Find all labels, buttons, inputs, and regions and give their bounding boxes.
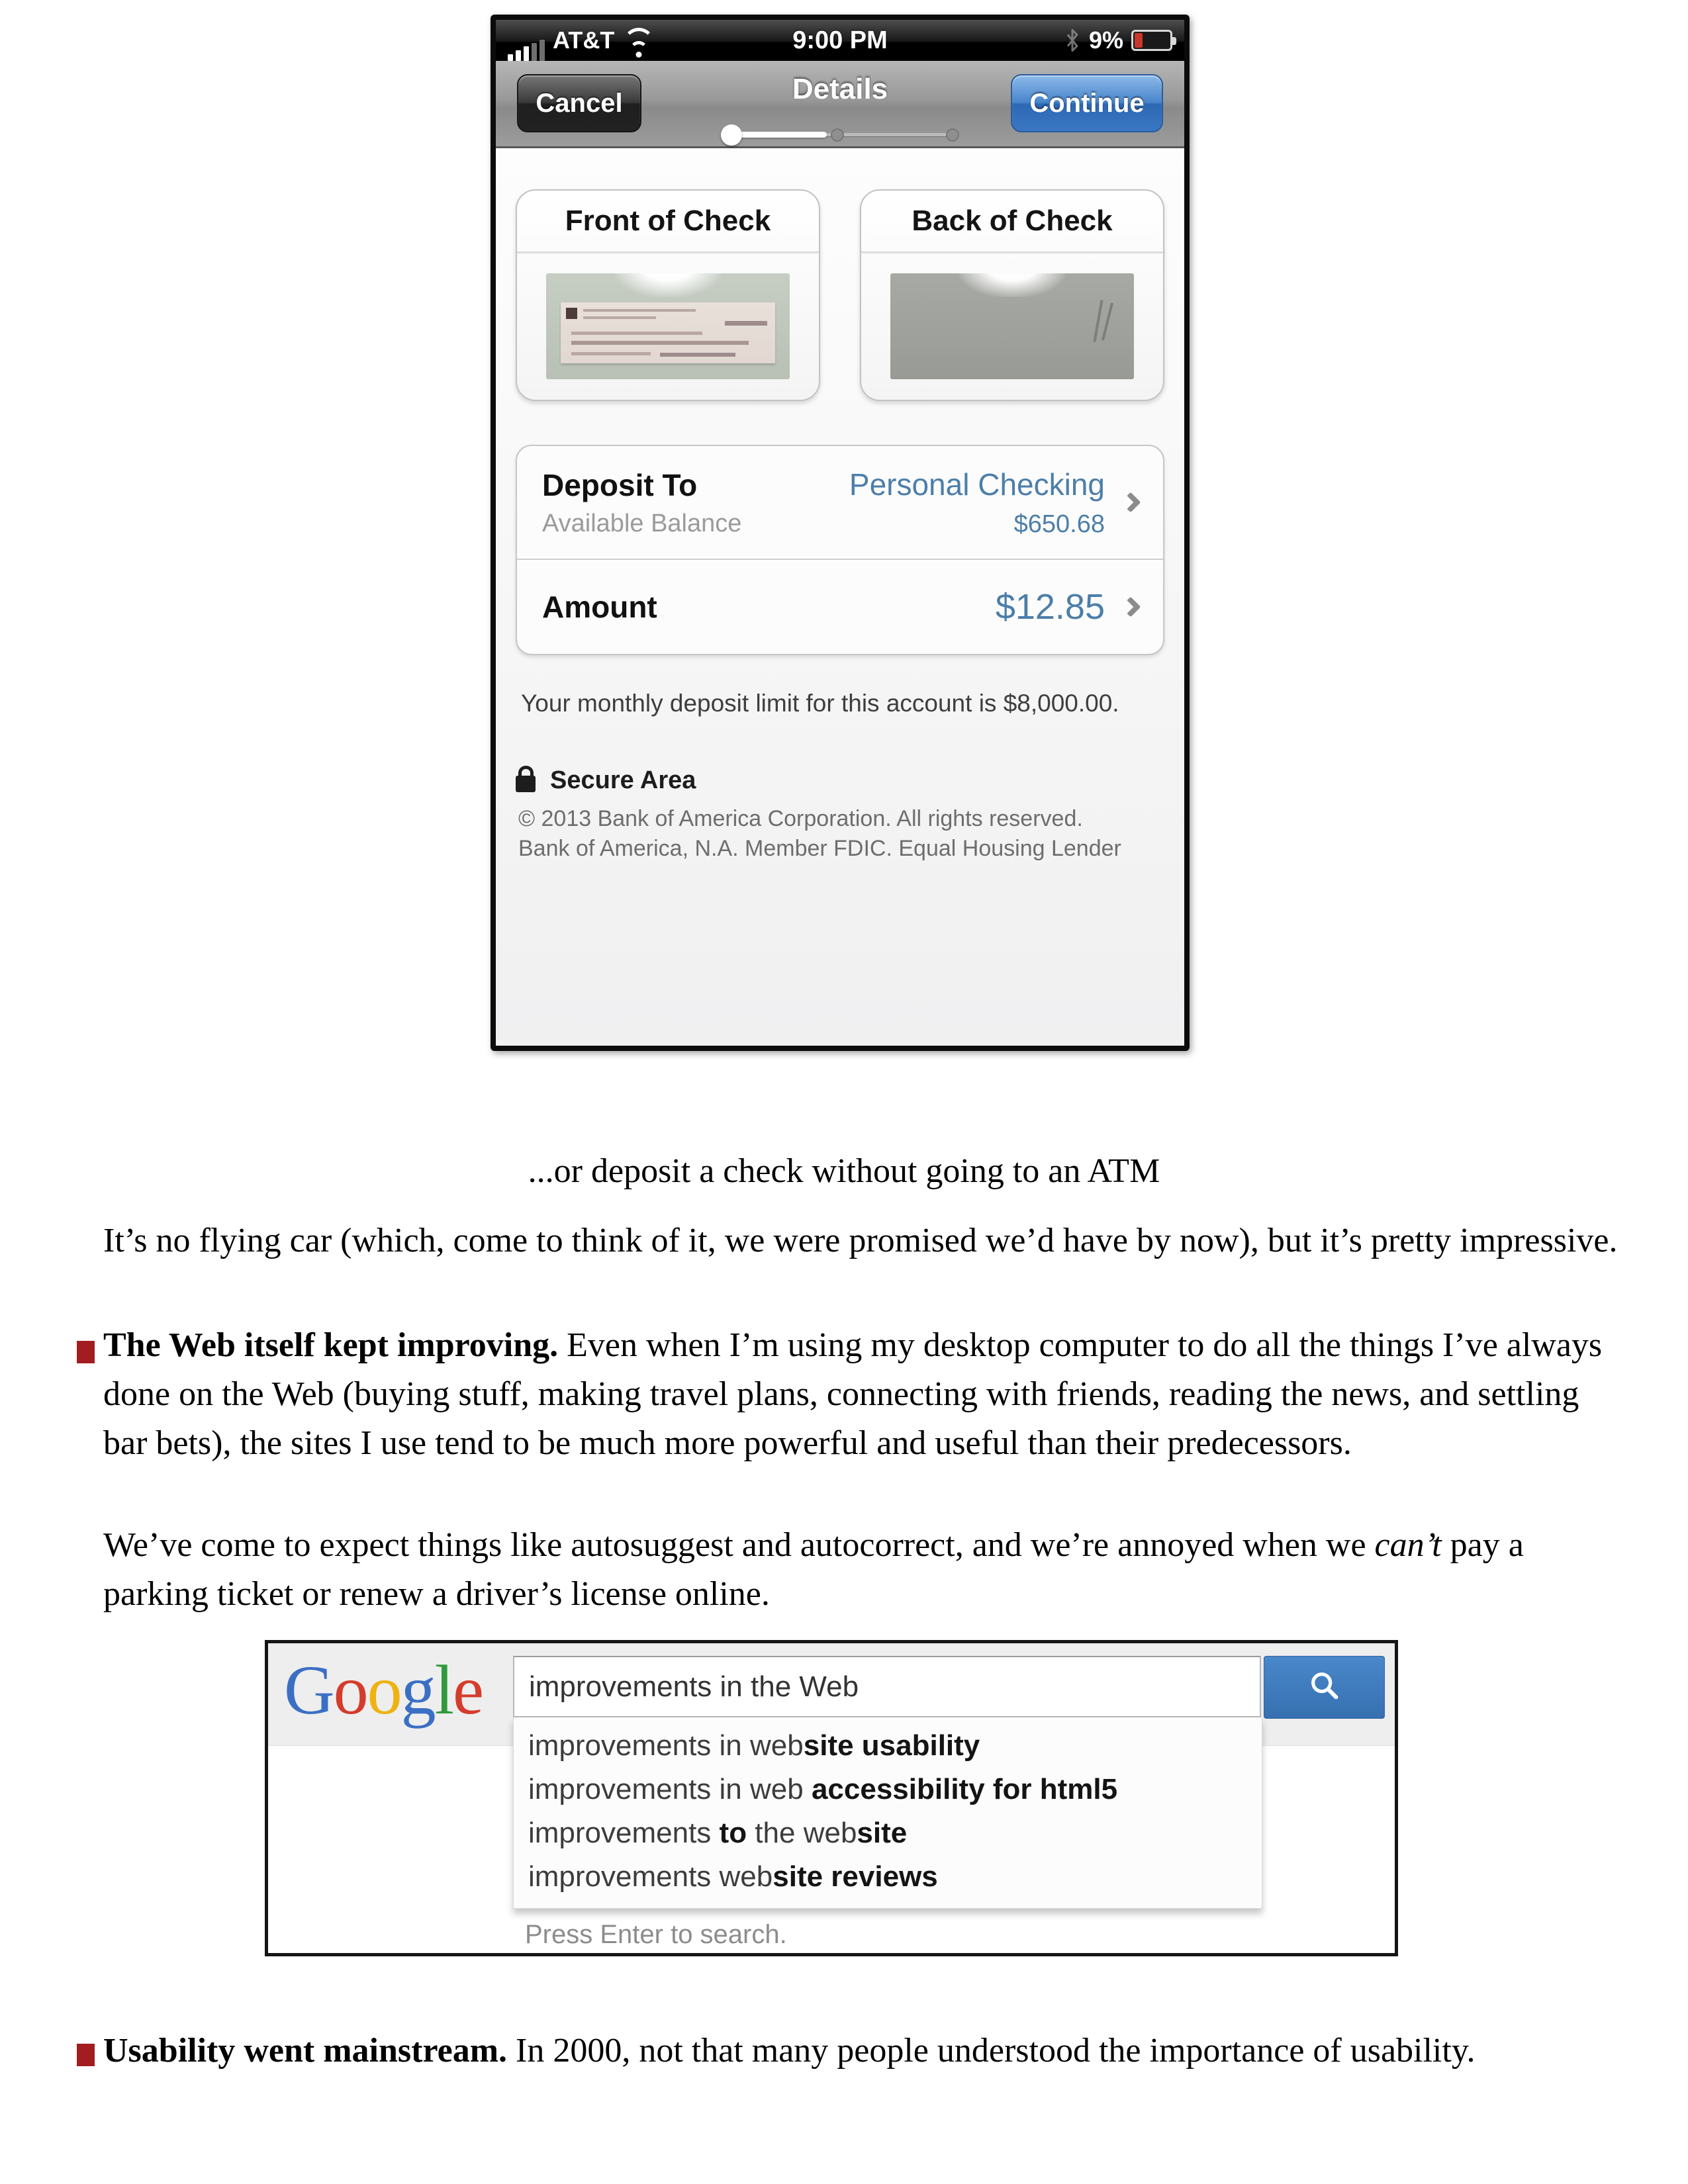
status-bar — [496, 20, 1184, 61]
front-check-photo — [546, 273, 790, 379]
step-dot — [946, 128, 959, 142]
google-logo-letter: g — [400, 1651, 435, 1729]
continue-button[interactable]: Continue — [1011, 74, 1163, 132]
check-images-row — [516, 189, 1164, 401]
navigation-bar — [496, 61, 1184, 148]
google-logo-letter: G — [284, 1651, 334, 1729]
battery-icon — [1131, 30, 1172, 51]
carrier-label: AT&T — [553, 26, 615, 54]
back-photo-wrap — [861, 253, 1163, 400]
camera-glare — [959, 273, 1066, 297]
battery-percent: 9% — [1088, 26, 1123, 54]
secure-area-label: Secure Area — [550, 766, 696, 794]
deposit-account-value: Personal Checking — [849, 467, 1105, 502]
deposit-to-labels — [542, 467, 849, 538]
amount-value: $12.85 — [995, 587, 1105, 627]
footer-line-2: Bank of America, N.A. Member FDIC. Equal Housing Lender — [518, 836, 1121, 861]
page-title: Details — [792, 73, 888, 105]
footer-line-1: © 2013 Bank of America Corporation. All rights reserved. — [518, 806, 1083, 831]
available-balance-label: Available Balance — [542, 509, 742, 537]
lock-icon — [516, 776, 536, 792]
phone-content — [496, 148, 1184, 1046]
bold-lead: The Web itself kept improving. — [103, 1326, 559, 1364]
phone-screenshot — [491, 15, 1190, 1051]
bold-lead: Usability went mainstream. — [103, 2032, 508, 2070]
amount-row[interactable] — [517, 559, 1163, 654]
status-left-cluster — [508, 20, 655, 61]
suggestion-list — [513, 1717, 1262, 1909]
phone-screen — [496, 20, 1184, 1046]
front-of-check-label: Front of Check — [517, 191, 819, 253]
google-logo — [284, 1641, 483, 1740]
list-bullet — [77, 1341, 95, 1363]
front-of-check-card[interactable] — [516, 189, 820, 401]
paragraph-usability-mainstream — [103, 2026, 1626, 2075]
paragraph-pre: We’ve come to expect things like autosuggest and autocorrect, and we’re annoyed when we — [103, 1526, 1375, 1564]
paragraph-rest: In 2000, not that many people understood the importance of usability. — [507, 2032, 1476, 2070]
list-bullet — [77, 2044, 95, 2066]
suggestion-row[interactable]: improvements in web accessibility for html5 — [528, 1773, 1118, 1805]
paragraph-post: pay a parking ticket or renew a driver’s license online. — [103, 1526, 1524, 1613]
suggestion-row[interactable]: improvements website reviews — [528, 1860, 938, 1893]
bank-footer — [516, 804, 1164, 864]
back-of-check-card[interactable] — [860, 189, 1164, 401]
deposit-to-row[interactable] — [517, 446, 1163, 559]
check-image — [561, 302, 775, 363]
suggestion-row[interactable]: improvements in website usability — [528, 1729, 980, 1762]
search-button[interactable] — [1264, 1656, 1385, 1719]
deposit-limit-text: Your monthly deposit limit for this account is $8,000.00. — [521, 690, 1119, 717]
search-icon — [1307, 1668, 1342, 1706]
google-screenshot — [265, 1640, 1398, 1956]
bluetooth-icon — [1064, 28, 1081, 53]
google-logo-letter: o — [333, 1651, 367, 1729]
search-hint: Press Enter to search. — [525, 1920, 787, 1949]
deposit-to-values — [849, 467, 1105, 539]
google-logo-letter: o — [367, 1651, 401, 1729]
camera-glare — [614, 273, 722, 297]
step-dot — [831, 128, 844, 142]
page-indicator — [721, 124, 959, 144]
google-logo-letter: l — [434, 1651, 453, 1729]
paragraph-autosuggest — [103, 1521, 1626, 1619]
amount-labels — [542, 589, 996, 625]
status-right-cluster — [1064, 26, 1172, 54]
paragraph-web-improving — [103, 1321, 1626, 1468]
deposit-details-card — [516, 445, 1164, 655]
secure-area-row — [516, 766, 1164, 795]
suggestion-row[interactable]: improvements to the website — [528, 1817, 908, 1849]
paragraph-rest: Even when I’m using my desktop computer to do all the things I’ve always done on the Web (buying stuff, making travel plans, connecting with friends, reading the news, and settling bar bets), the sites I use tend to be much more powerful and useful than their predecessors. — [103, 1326, 1603, 1462]
amount-values — [996, 586, 1105, 627]
status-clock: 9:00 PM — [792, 26, 888, 54]
paragraph-flying-car: It’s no flying car (which, come to think of it, we were promised we’d have by now), but it’s pretty impressive. — [103, 1222, 1618, 1259]
front-photo-wrap — [517, 253, 819, 400]
cancel-button[interactable]: Cancel — [517, 74, 641, 132]
step-dot-active — [721, 124, 742, 146]
google-logo-letter: e — [453, 1651, 483, 1729]
wifi-icon — [622, 33, 655, 60]
amount-label: Amount — [542, 590, 657, 624]
back-of-check-label: Back of Check — [861, 191, 1163, 253]
italic-word: can’t — [1374, 1526, 1442, 1564]
search-input[interactable] — [513, 1656, 1261, 1717]
figure-caption: ...or deposit a check without going to an ATM — [528, 1152, 1160, 1190]
back-check-photo — [890, 273, 1134, 379]
chevron-right-icon — [1120, 596, 1141, 617]
signal-bars-icon — [508, 41, 545, 61]
chevron-right-icon — [1120, 492, 1141, 512]
available-balance-value: $650.68 — [1013, 510, 1105, 538]
deposit-to-label: Deposit To — [542, 467, 698, 502]
